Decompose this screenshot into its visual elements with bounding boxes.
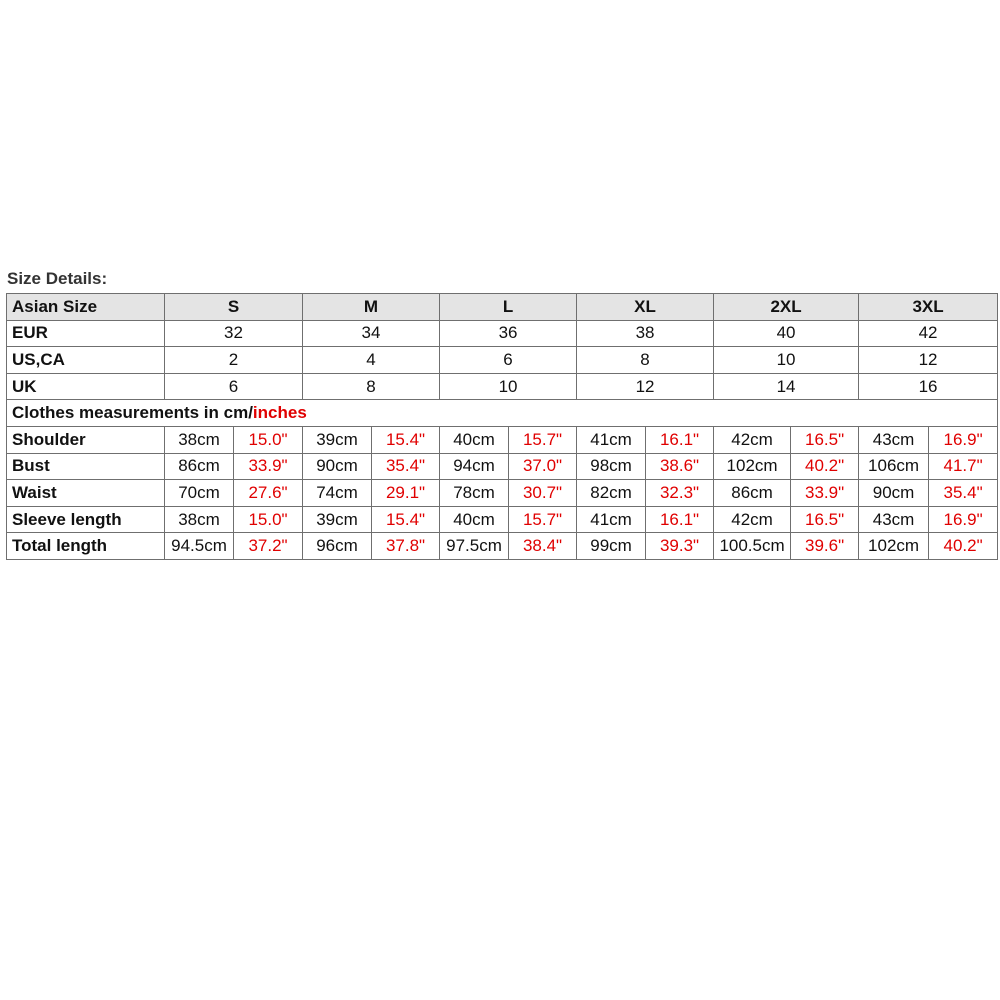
header-row [7, 294, 998, 321]
table-cell: 8 [303, 373, 440, 400]
size-header-cell: XL [577, 294, 714, 321]
row-label: UK [7, 373, 165, 400]
inch-cell: 16.9" [929, 426, 998, 453]
cm-cell: 43cm [859, 426, 929, 453]
cm-cell: 99cm [577, 533, 646, 560]
cm-cell: 42cm [714, 506, 791, 533]
section-heading [7, 400, 998, 427]
inch-cell: 39.3" [646, 533, 714, 560]
cm-cell: 102cm [859, 533, 929, 560]
section-heading-highlight: inches [252, 403, 307, 423]
table-cell: 2 [165, 347, 303, 374]
inch-cell: 37.0" [509, 453, 577, 480]
cm-cell: 40cm [440, 426, 509, 453]
inch-cell: 15.4" [372, 506, 440, 533]
conversion-row-us-ca [7, 347, 998, 374]
table-cell: 38 [577, 320, 714, 347]
table-cell: 4 [303, 347, 440, 374]
cm-cell: 78cm [440, 480, 509, 507]
cm-cell: 41cm [577, 426, 646, 453]
table-cell: 12 [577, 373, 714, 400]
section-heading-prefix: Clothes measurements in cm/ [12, 403, 253, 423]
inch-cell: 15.7" [509, 426, 577, 453]
inch-cell: 39.6" [791, 533, 859, 560]
inch-cell: 15.0" [234, 426, 303, 453]
conversion-row-eur [7, 320, 998, 347]
inch-cell: 16.5" [791, 506, 859, 533]
inch-cell: 16.5" [791, 426, 859, 453]
cm-cell: 42cm [714, 426, 791, 453]
row-label: US,CA [7, 347, 165, 374]
table-cell: 10 [714, 347, 859, 374]
inch-cell: 15.7" [509, 506, 577, 533]
section-row [7, 400, 998, 427]
inch-cell: 30.7" [509, 480, 577, 507]
cm-cell: 38cm [165, 506, 234, 533]
inch-cell: 15.4" [372, 426, 440, 453]
table-cell: 40 [714, 320, 859, 347]
row-label: Bust [7, 453, 165, 480]
row-label: Waist [7, 480, 165, 507]
inch-cell: 37.2" [234, 533, 303, 560]
measurement-row-total-length [7, 533, 998, 560]
size-header-cell: L [440, 294, 577, 321]
cm-cell: 70cm [165, 480, 234, 507]
header-label: Asian Size [7, 294, 165, 321]
inch-cell: 38.4" [509, 533, 577, 560]
inch-cell: 35.4" [372, 453, 440, 480]
cm-cell: 90cm [859, 480, 929, 507]
size-header-cell: S [165, 294, 303, 321]
inch-cell: 15.0" [234, 506, 303, 533]
size-header-cell: 2XL [714, 294, 859, 321]
inch-cell: 40.2" [929, 533, 998, 560]
inch-cell: 27.6" [234, 480, 303, 507]
cm-cell: 82cm [577, 480, 646, 507]
cm-cell: 39cm [303, 506, 372, 533]
table-cell: 12 [859, 347, 998, 374]
inch-cell: 40.2" [791, 453, 859, 480]
inch-cell: 38.6" [646, 453, 714, 480]
inch-cell: 41.7" [929, 453, 998, 480]
cm-cell: 96cm [303, 533, 372, 560]
table-cell: 6 [440, 347, 577, 374]
inch-cell: 37.8" [372, 533, 440, 560]
row-label: Shoulder [7, 426, 165, 453]
row-label: Total length [7, 533, 165, 560]
row-label: Sleeve length [7, 506, 165, 533]
page-title: Size Details: [7, 269, 108, 288]
table-cell: 8 [577, 347, 714, 374]
table-cell: 6 [165, 373, 303, 400]
size-chart-table [6, 293, 998, 560]
measurement-row-waist [7, 480, 998, 507]
measurement-row-shoulder [7, 426, 998, 453]
cm-cell: 94cm [440, 453, 509, 480]
table-cell: 32 [165, 320, 303, 347]
cm-cell: 106cm [859, 453, 929, 480]
table-cell: 16 [859, 373, 998, 400]
cm-cell: 41cm [577, 506, 646, 533]
inch-cell: 33.9" [791, 480, 859, 507]
table-cell: 34 [303, 320, 440, 347]
conversion-row-uk [7, 373, 998, 400]
table-cell: 36 [440, 320, 577, 347]
cm-cell: 40cm [440, 506, 509, 533]
inch-cell: 16.1" [646, 506, 714, 533]
inch-cell: 29.1" [372, 480, 440, 507]
inch-cell: 16.1" [646, 426, 714, 453]
inch-cell: 35.4" [929, 480, 998, 507]
size-header-cell: M [303, 294, 440, 321]
cm-cell: 38cm [165, 426, 234, 453]
measurement-row-bust [7, 453, 998, 480]
table-cell: 14 [714, 373, 859, 400]
inch-cell: 16.9" [929, 506, 998, 533]
inch-cell: 33.9" [234, 453, 303, 480]
cm-cell: 90cm [303, 453, 372, 480]
cm-cell: 86cm [714, 480, 791, 507]
inch-cell: 32.3" [646, 480, 714, 507]
cm-cell: 74cm [303, 480, 372, 507]
table-cell: 42 [859, 320, 998, 347]
row-label: EUR [7, 320, 165, 347]
cm-cell: 98cm [577, 453, 646, 480]
cm-cell: 43cm [859, 506, 929, 533]
table-cell: 10 [440, 373, 577, 400]
measurement-row-sleeve-length [7, 506, 998, 533]
cm-cell: 97.5cm [440, 533, 509, 560]
cm-cell: 39cm [303, 426, 372, 453]
cm-cell: 94.5cm [165, 533, 234, 560]
cm-cell: 102cm [714, 453, 791, 480]
cm-cell: 100.5cm [714, 533, 791, 560]
size-header-cell: 3XL [859, 294, 998, 321]
cm-cell: 86cm [165, 453, 234, 480]
